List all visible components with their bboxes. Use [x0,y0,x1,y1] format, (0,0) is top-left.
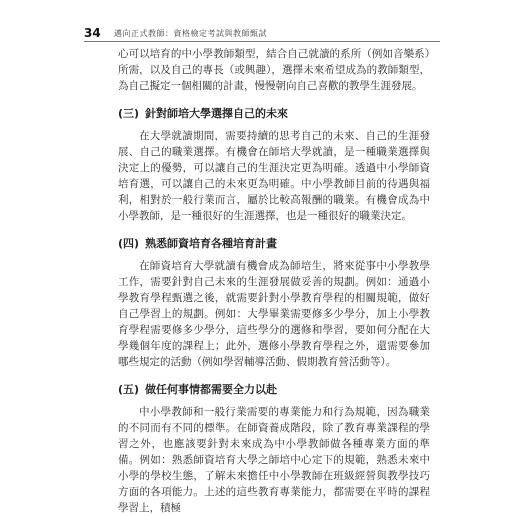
section-paragraph: 在師資培育大學就讀有機會成為師培生，將來從事中小學教學工作，需要針對自己未來的生涯發展做妥善的規劃。例如：通過小學教育學程甄選之後，就需要針對小學教育學程的相關規範，做好自己學習上的規劃。例如：大學畢業需要修多少學分，加上小學教育學程需要修多少學分，這些學分的選修和學習，要如何分配在大學幾個年度的課程上；此外，選修小學教育學程之外，還需要參加哪些規定的活動（例如學習輔導活動、假期教育營活動等）。 [118,260,430,368]
header-rule [84,41,440,42]
section-title: 針對師培大學選擇自己的未來 [145,107,289,120]
section-title: 熟悉師資培育各種培育計畫 [145,237,278,250]
section-paragraph: 中小學教師和一般行業需要的專業能力和行為規範，因為職業的不同而有不同的標準。在師資養成階段，除了教育專業課程的學習之外，也應該要針對未來成為中小學教師做各種專業方面的準備。例如：熟悉師資培育大學之師培中心定下的規範，熟悉未來中小學的學校生態，了解未來擔任中小學教師在班級經營與教學技巧方面的各項能力。上述的這些教育專業能力，都需要在平時的課程學習上，積極 [118,406,430,514]
section-number: (四) [118,237,140,250]
page-header [84,28,440,40]
page-number: 34 [84,26,101,40]
section-heading-3 [118,106,430,122]
section-number: (五) [118,383,140,396]
intro-paragraph: 心可以培育的中小學教師類型，結合自己就讀的系所（例如音樂系）所需，以及自己的專長（或興趣），選擇未來希望成為的教師類型，為自己擬定一個相關的計畫，慢慢朝向自己喜歡的教學生涯發展。 [118,48,430,92]
running-title: 邁向正式教師：資格檢定考試與教師甄試 [114,29,267,38]
section-title: 做任何事情都需要全力以赴 [145,383,278,396]
section-heading-5 [118,382,430,398]
section-number: (三) [118,107,140,120]
section-heading-4 [118,236,430,252]
section-paragraph: 在大學就讀期間，需要持續的思考自己的未來、自己的生涯發展、自己的職業選擇。有機會在師培大學就讀，是一種職業選擇與決定上的優勢，可以讓自己的生涯決定更為明確。透過中小學師資培育選，可以讓自己的未來更為明確。中小學教師目前的待遇與福利，相對於一般行業而言，屬於比較高報酬的職業。有機會成為中小學教師，是一種很好的生涯選擇，也是一種很好的職業決定。 [118,130,430,222]
page-body [118,46,430,516]
